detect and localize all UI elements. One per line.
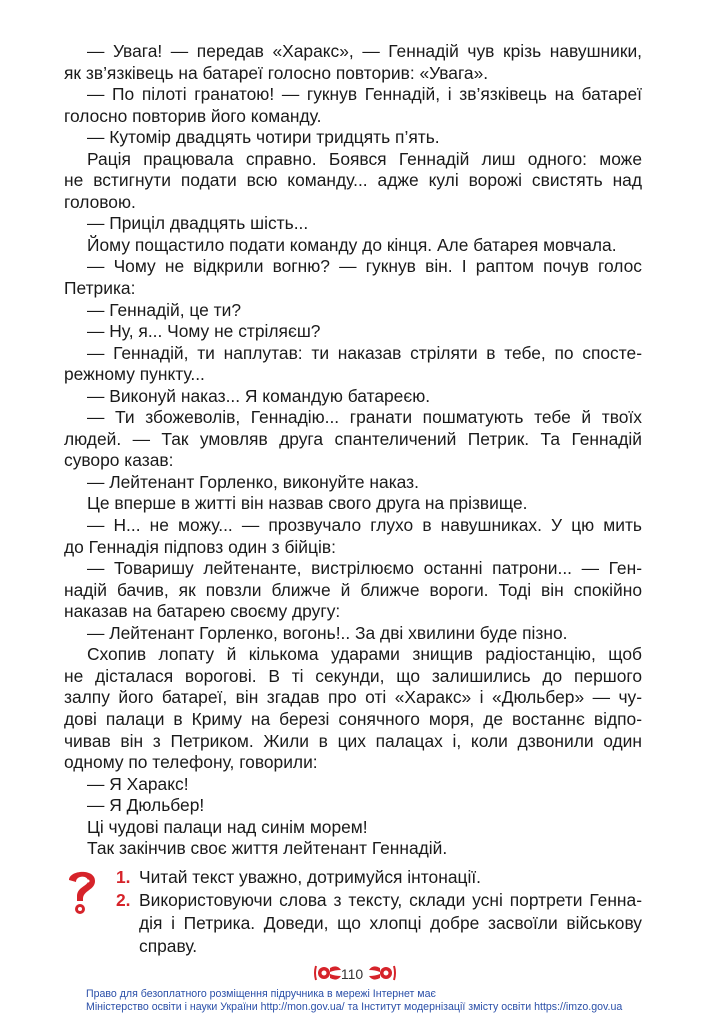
text-line: не встигнути подати всю команду... адже кулі ворожі свистять над [64, 170, 642, 191]
text-line: Петрика: [64, 278, 136, 299]
text-line: — Приціл двадцять шість... [87, 213, 309, 234]
text-line: режному пункту... [64, 364, 205, 385]
text-line: — Лейтенант Горленко, вогонь!.. За дві хвилини буде пізно. [87, 622, 568, 643]
text-line: Рація працювала справно. Боявся Геннадій лиш одного: може [87, 148, 642, 169]
text-line: до Геннадія підповз один з бійців: [64, 536, 336, 557]
task-text-line: справу. [139, 936, 198, 956]
text-line: — Увага! — передав «Харакс», — Геннадій чув крізь навушники, [87, 41, 642, 61]
task-text-line: Читай текст уважно, дотримуйся інтонації. [139, 867, 481, 887]
text-line: Йому пощастило подати команду до кінця. Але батарея мовчала. [87, 234, 617, 255]
text-line: — Ти збожеволів, Геннадію... гранати пошматують тебе й твоїх [87, 407, 642, 428]
task-list [64, 866, 642, 958]
text-line: залпу його батареї, він згадав про оті «Харакс» і «Дюльбер» — чу- [64, 687, 642, 708]
legal-notice [86, 988, 686, 1013]
text-line: одному по телефону, говорили: [64, 752, 318, 773]
text-line: людей. — Так умовляв друга спантеличений Петрик. Та Геннадій [64, 428, 642, 449]
text-line: дові палаци в Криму на березі сонячного моря, де востаннє відпо- [64, 708, 642, 729]
task-number: 1. [116, 867, 131, 887]
text-line: — Я Дюльбер! [87, 795, 205, 816]
text-line: не дісталася ворогові. В ті секунди, що залишились до першого [64, 665, 642, 686]
text-line: чивав він з Петриком. Жили в цих палацах і, коли дзвонили один [64, 730, 642, 751]
task-item [64, 889, 642, 958]
page-footer [0, 966, 704, 984]
text-line: Так закінчив своє життя лейтенант Геннадій. [87, 838, 448, 859]
text-line: — Виконуй наказ... Я командую батареєю. [87, 385, 431, 406]
task-number: 2. [116, 890, 131, 910]
text-line: — Чому не відкрили вогню? — гукнув він. І раптом почув голос [87, 256, 642, 277]
text-line: — Геннадій, ти наплутав: ти наказав стріляти в тебе, по спосте- [87, 342, 642, 363]
task-text-line: дія і Петрика. Доведи, що хлопці добре засвоїли військову [139, 913, 642, 933]
text-line: голосно повторив його команду. [64, 105, 322, 126]
text-line: Це вперше в житті він назвав свого друга на прізвище. [87, 493, 528, 514]
text-line: — Н... не можу... — прозвучало глухо в навушниках. У цю мить [87, 515, 642, 536]
text-line: — По пілоті гранатою! — гукнув Геннадій, і зв’язківець на батареї [87, 84, 642, 105]
text-line: — Я Харакс! [87, 773, 189, 794]
text-line: Ці чудові палаци над синім морем! [87, 816, 368, 837]
task-item [64, 866, 642, 889]
text-line: — Кутомір двадцять чотири тридцять п’ять. [87, 127, 440, 148]
legal-line-1: Право для безоплатного розміщення підручника в мережі Інтернет має [86, 988, 436, 1000]
text-line: — Ну, я... Чому не стріляєш? [87, 321, 321, 342]
legal-line-2: Міністерство освіти і науки України http://mon.gov.ua/ та Інститут модернізації змісту освіти https://imzo.gov.ua [86, 1000, 623, 1013]
text-line: — Товаришу лейтенанте, вистрілюємо останні патрони... — Ген- [87, 558, 642, 579]
task-text-line: Використовуючи слова з тексту, склади усні портрети Генна- [139, 890, 642, 910]
page-number: 110 [340, 966, 364, 982]
story-text [64, 41, 642, 860]
text-line: Схопив лопату й кількома ударами знищив радіостанцію, щоб [87, 644, 642, 665]
text-line: головою. [64, 191, 136, 212]
text-line: суворо казав: [64, 450, 174, 471]
text-line: надій бачив, як повзли ближче й ближче вороги. Тоді він спокійно [64, 579, 642, 600]
text-line: як зв’язківець на батареї голосно повторив: «Увага». [64, 62, 489, 83]
text-line: — Геннадій, це ти? [87, 299, 242, 320]
text-line: наказав на батарею своєму другу: [64, 601, 341, 622]
text-line: — Лейтенант Горленко, виконуйте наказ. [87, 471, 419, 492]
